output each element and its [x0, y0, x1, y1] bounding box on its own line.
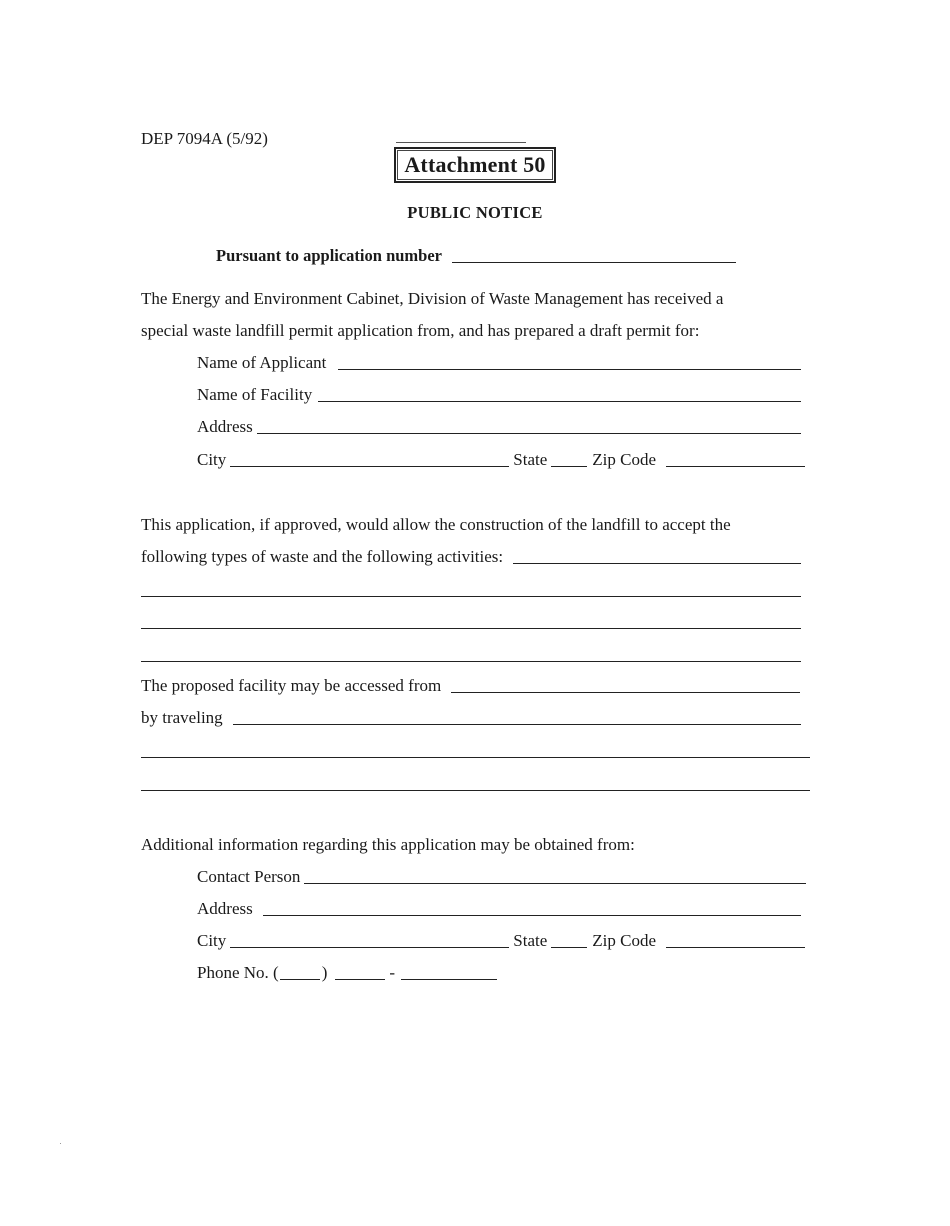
waste-blank-line-1[interactable]: [141, 596, 801, 597]
facility-name-label: Name of Facility: [197, 385, 313, 404]
attachment-label-box: [394, 147, 556, 183]
form-number: DEP 7094A (5/92): [141, 129, 268, 148]
travel-blank-line-2[interactable]: [141, 790, 810, 791]
attachment-box-top-rule: [396, 142, 526, 143]
application-number-row: [216, 246, 736, 266]
contact-person-field[interactable]: [304, 883, 806, 884]
applicant-city-label: City: [197, 450, 227, 469]
phone-row: [197, 963, 517, 983]
waste-line-1: This application, if approved, would allow the construction of the landfill to accept the: [141, 515, 731, 534]
facility-name-field[interactable]: [318, 401, 801, 402]
application-number-field[interactable]: [452, 262, 736, 263]
phone-area-code-field[interactable]: [280, 979, 320, 980]
applicant-name-field[interactable]: [338, 369, 801, 370]
accessed-from-label: The proposed facility may be accessed from: [141, 676, 442, 695]
waste-line-2: following types of waste and the following activities:: [141, 547, 504, 566]
contact-city-label: City: [197, 931, 227, 950]
contact-state-label: State: [513, 931, 548, 950]
contact-zip-label: Zip Code: [592, 931, 657, 950]
waste-blank-line-3[interactable]: [141, 661, 801, 662]
phone-dash: -: [389, 963, 396, 982]
by-traveling-row: [141, 708, 801, 728]
contact-zip-field[interactable]: [666, 947, 805, 948]
applicant-state-label: State: [513, 450, 548, 469]
applicant-city-field[interactable]: [230, 466, 509, 467]
contact-person-row: [197, 867, 806, 887]
applicant-city-row: [197, 450, 805, 470]
applicant-state-field[interactable]: [551, 466, 587, 467]
applicant-address-field[interactable]: [257, 433, 801, 434]
phone-prefix-field[interactable]: [335, 979, 385, 980]
contact-intro: Additional information regarding this application may be obtained from:: [141, 835, 635, 854]
contact-person-label: Contact Person: [197, 867, 301, 886]
waste-activities-field[interactable]: [513, 563, 801, 564]
contact-address-label: Address: [197, 899, 253, 918]
contact-city-field[interactable]: [230, 947, 509, 948]
by-traveling-label: by traveling: [141, 708, 223, 727]
phone-line-field[interactable]: [401, 979, 497, 980]
travel-blank-line-1[interactable]: [141, 757, 810, 758]
phone-label: Phone No. (: [197, 963, 279, 982]
application-number-label: Pursuant to application number: [216, 246, 442, 265]
page-title: PUBLIC NOTICE: [407, 203, 543, 222]
facility-name-row: [197, 385, 801, 405]
scan-speck: [60, 1143, 61, 1144]
applicant-name-row: [197, 353, 801, 373]
applicant-name-label: Name of Applicant: [197, 353, 327, 372]
waste-activities-row: [141, 547, 801, 567]
applicant-zip-field[interactable]: [666, 466, 805, 467]
intro-line-1: The Energy and Environment Cabinet, Division of Waste Management has received a: [141, 289, 724, 308]
applicant-address-label: Address: [197, 417, 253, 436]
by-traveling-field[interactable]: [233, 724, 801, 725]
accessed-from-row: [141, 676, 800, 696]
contact-city-row: [197, 931, 805, 951]
contact-state-field[interactable]: [551, 947, 587, 948]
applicant-address-row: [197, 417, 801, 437]
applicant-zip-label: Zip Code: [592, 450, 657, 469]
phone-close-paren: ): [321, 963, 328, 982]
contact-address-field[interactable]: [263, 915, 801, 916]
contact-address-row: [197, 899, 801, 919]
waste-blank-line-2[interactable]: [141, 628, 801, 629]
intro-line-2: special waste landfill permit application from, and has prepared a draft permit for:: [141, 321, 700, 340]
accessed-from-field[interactable]: [451, 692, 800, 693]
attachment-label: Attachment 50: [404, 152, 546, 177]
